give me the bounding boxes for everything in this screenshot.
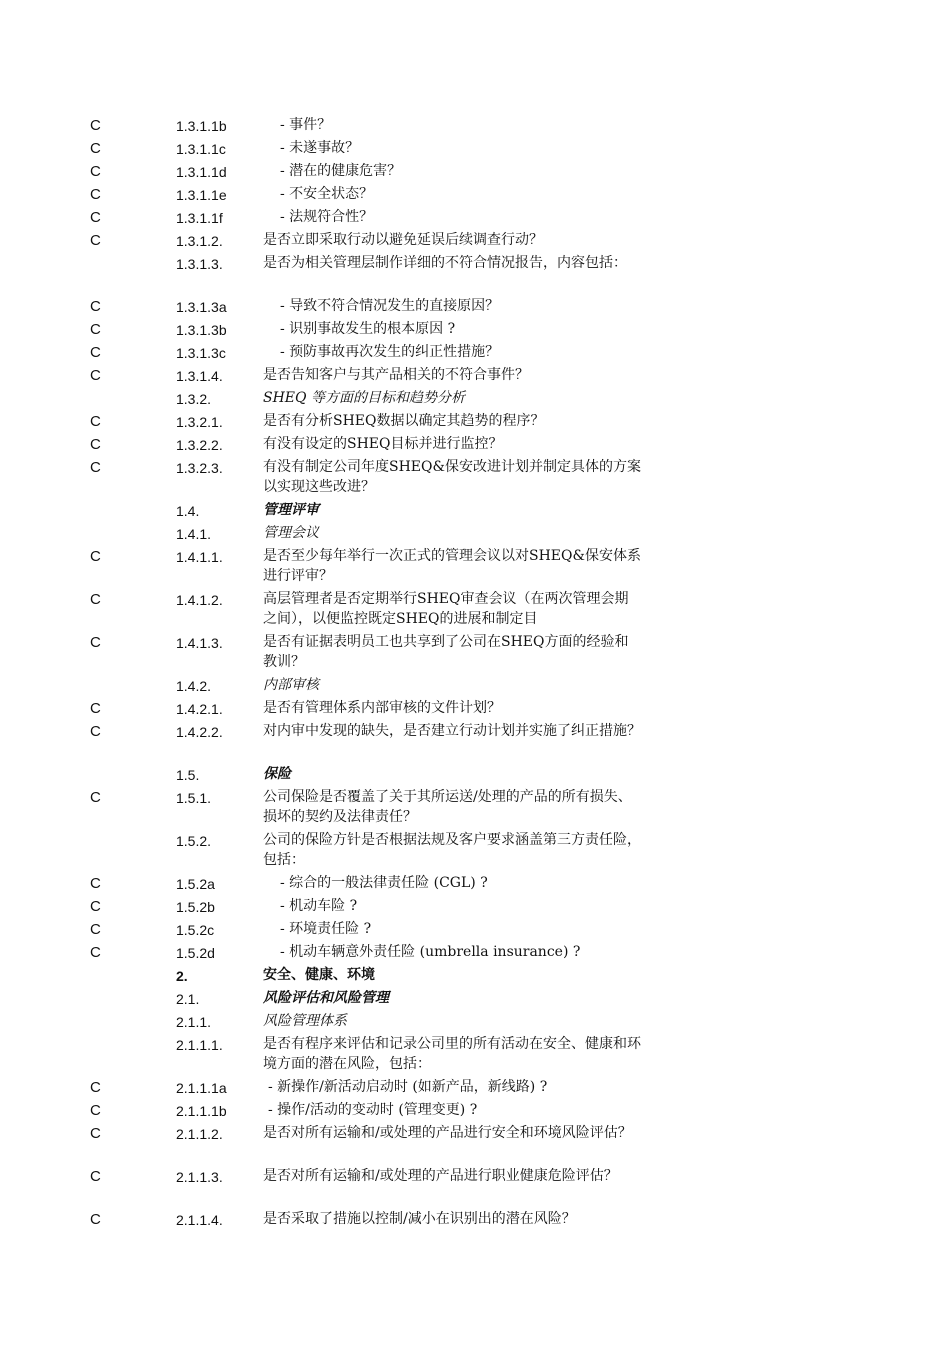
compliance-code: C (90, 921, 101, 938)
checklist-row (0, 137, 950, 160)
item-number: 1.4.1.2. (176, 592, 223, 608)
checklist-row (0, 206, 950, 229)
checklist-row (0, 720, 950, 763)
item-text: 有没有制定公司年度SHEQ&保安改进计划并制定具体的方案以实现这些改进？ (263, 459, 641, 495)
item-number: 1.3.2.3. (176, 460, 223, 476)
item-text: - 新操作/新活动启动时 (如新产品，新线路) ? (268, 1079, 548, 1095)
item-text: - 潜在的健康危害？ (280, 163, 402, 179)
checklist-row (0, 1099, 950, 1122)
item-number: 1.3.1.3a (176, 299, 227, 315)
checklist-row (0, 987, 950, 1010)
item-number: 1.3.1.2. (176, 233, 223, 249)
item-text: - 法规符合性？ (280, 209, 374, 225)
compliance-code: C (90, 117, 101, 134)
compliance-code: C (90, 413, 101, 430)
item-text: 是否有管理体系内部审核的文件计划？ (263, 700, 501, 716)
compliance-code: C (90, 232, 101, 249)
compliance-code: C (90, 209, 101, 226)
item-number: 1.4.1.3. (176, 635, 223, 651)
checklist-row (0, 829, 950, 872)
item-text: - 事件？ (280, 117, 332, 133)
item-text: 风险评估和风险管理 (263, 990, 389, 1006)
item-number: 2. (176, 968, 188, 984)
item-text: 是否有证据表明员工也共享到了公司在SHEQ方面的经验和教训？ (263, 634, 629, 670)
item-text: 高层管理者是否定期举行SHEQ审查会议（在两次管理会期之间），以便监控既定SHEQ的进展和制定目 (263, 591, 629, 627)
compliance-code: C (90, 459, 101, 476)
item-text: - 不安全状态？ (280, 186, 374, 202)
compliance-code: C (90, 1125, 101, 1142)
item-number: 1.4.2.2. (176, 724, 223, 740)
item-number: 1.3.1.4. (176, 368, 223, 384)
item-text: - 操作/活动的变动时 (管理变更) ? (268, 1102, 478, 1118)
checklist-row (0, 114, 950, 137)
item-number: 1.5. (176, 767, 200, 783)
item-text: 是否立即采取行动以避免延误后续调查行动？ (263, 232, 543, 248)
compliance-code: C (90, 140, 101, 157)
item-number: 1.3.1.1f (176, 210, 223, 226)
checklist-row (0, 433, 950, 456)
checklist-row (0, 1165, 950, 1208)
checklist-row (0, 160, 950, 183)
item-number: 1.3.2.2. (176, 437, 223, 453)
item-text: 风险管理体系 (263, 1013, 347, 1029)
item-text: 安全、健康、环境 (263, 967, 375, 983)
item-text: 是否至少每年举行一次正式的管理会议以对SHEQ&保安体系进行评审？ (263, 548, 641, 584)
checklist-row (0, 674, 950, 697)
checklist-row (0, 252, 950, 295)
item-number: 1.4.2.1. (176, 701, 223, 717)
compliance-code: C (90, 723, 101, 740)
item-text: 有没有设定的SHEQ目标并进行监控？ (263, 436, 503, 452)
item-text: - 未遂事故？ (280, 140, 360, 156)
checklist-row (0, 1033, 950, 1076)
item-number: 1.4. (176, 503, 200, 519)
item-text: 是否采取了措施以控制/减小在识别出的潜在风险？ (263, 1211, 576, 1227)
item-text: 管理评审 (263, 502, 319, 518)
checklist-row (0, 588, 950, 631)
item-number: 2.1.1.3. (176, 1169, 223, 1185)
item-text: 保险 (263, 766, 291, 782)
compliance-code: C (90, 898, 101, 915)
item-text: 是否有程序来评估和记录公司里的所有活动在安全、健康和环境方面的潜在风险，包括： (263, 1036, 641, 1072)
item-text: - 机动车辆意外责任险 (umbrella insurance) ? (280, 944, 581, 960)
checklist-row (0, 763, 950, 786)
compliance-code: C (90, 591, 101, 608)
item-text: 管理会议 (263, 525, 319, 541)
compliance-code: C (90, 344, 101, 361)
item-number: 2.1.1.4. (176, 1212, 223, 1228)
compliance-code: C (90, 367, 101, 384)
checklist-row (0, 456, 950, 499)
checklist-row (0, 786, 950, 829)
item-text: 是否告知客户与其产品相关的不符合事件？ (263, 367, 529, 383)
checklist-row (0, 1122, 950, 1165)
item-text: - 导致不符合情况发生的直接原因？ (280, 298, 500, 314)
item-number: 1.5.2. (176, 833, 212, 849)
item-text: - 综合的一般法律责任险 (CGL) ? (280, 875, 488, 891)
item-number: 1.4.2. (176, 678, 212, 694)
item-number: 1.5.2d (176, 945, 215, 961)
checklist-row (0, 545, 950, 588)
item-text: - 识别事故发生的根本原因 ? (280, 321, 456, 337)
item-text: SHEQ 等方面的目标和趋势分析 (263, 390, 465, 406)
compliance-code: C (90, 634, 101, 651)
item-number: 1.3.1.1e (176, 187, 227, 203)
item-number: 1.3.1.1c (176, 141, 226, 157)
item-text: 公司的保险方针是否根据法规及客户要求涵盖第三方责任险，包括： (263, 832, 641, 868)
item-number: 1.3.1.3b (176, 322, 227, 338)
item-text: 是否为相关管理层制作详细的不符合情况报告，内容包括： (263, 255, 627, 271)
checklist-row (0, 895, 950, 918)
checklist-row (0, 872, 950, 895)
item-number: 1.3.2.1. (176, 414, 223, 430)
compliance-code: C (90, 436, 101, 453)
checklist-row (0, 364, 950, 387)
item-number: 1.3.2. (176, 391, 212, 407)
compliance-code: C (90, 789, 101, 806)
checklist-row (0, 1010, 950, 1033)
compliance-code: C (90, 548, 101, 565)
checklist-row (0, 941, 950, 964)
item-number: 1.5.2b (176, 899, 215, 915)
checklist-row (0, 295, 950, 318)
checklist-row (0, 918, 950, 941)
item-number: 1.3.1.1d (176, 164, 227, 180)
item-text: - 机动车险 ? (280, 898, 358, 914)
item-text: - 环境责任险 ? (280, 921, 372, 937)
item-number: 2.1.1.1. (176, 1037, 223, 1053)
compliance-code: C (90, 875, 101, 892)
checklist-row (0, 183, 950, 206)
item-text: - 预防事故再次发生的纠正性措施？ (280, 344, 500, 360)
checklist-row (0, 522, 950, 545)
item-number: 1.5.2a (176, 876, 215, 892)
item-number: 2.1.1. (176, 1014, 212, 1030)
compliance-code: C (90, 321, 101, 338)
item-text: 内部审核 (263, 677, 319, 693)
compliance-code: C (90, 1168, 101, 1185)
compliance-code: C (90, 163, 101, 180)
item-number: 1.3.1.3c (176, 345, 226, 361)
compliance-code: C (90, 700, 101, 717)
item-number: 1.5.1. (176, 790, 212, 806)
checklist-row (0, 631, 950, 674)
item-text: 是否有分析SHEQ数据以确定其趋势的程序？ (263, 413, 545, 429)
item-number: 1.5.2c (176, 922, 215, 938)
item-number: 2.1. (176, 991, 200, 1007)
compliance-code: C (90, 298, 101, 315)
item-text: 公司保险是否覆盖了关于其所运送/处理的产品的所有损失、损坏的契约及法律责任？ (263, 789, 632, 825)
checklist-row (0, 499, 950, 522)
item-text: 对内审中发现的缺失，是否建立行动计划并实施了纠正措施？ (263, 723, 641, 739)
item-number: 1.3.1.1b (176, 118, 227, 134)
item-number: 1.4.1. (176, 526, 212, 542)
compliance-code: C (90, 186, 101, 203)
compliance-code: C (90, 1211, 101, 1228)
checklist-row (0, 964, 950, 987)
checklist-row (0, 410, 950, 433)
checklist-row (0, 1208, 950, 1231)
compliance-code: C (90, 944, 101, 961)
compliance-code: C (90, 1079, 101, 1096)
checklist-row (0, 387, 950, 410)
item-number: 2.1.1.2. (176, 1126, 223, 1142)
checklist-row (0, 341, 950, 364)
checklist-row (0, 229, 950, 252)
compliance-code: C (90, 1102, 101, 1119)
checklist-row (0, 697, 950, 720)
item-number: 1.3.1.3. (176, 256, 223, 272)
checklist-row (0, 318, 950, 341)
checklist-document (0, 114, 950, 1231)
checklist-row (0, 1076, 950, 1099)
item-text: 是否对所有运输和/或处理的产品进行安全和环境风险评估？ (263, 1125, 632, 1141)
item-number: 2.1.1.1b (176, 1103, 227, 1119)
item-number: 2.1.1.1a (176, 1080, 227, 1096)
item-number: 1.4.1.1. (176, 549, 223, 565)
item-text: 是否对所有运输和/或处理的产品进行职业健康危险评估？ (263, 1168, 618, 1184)
